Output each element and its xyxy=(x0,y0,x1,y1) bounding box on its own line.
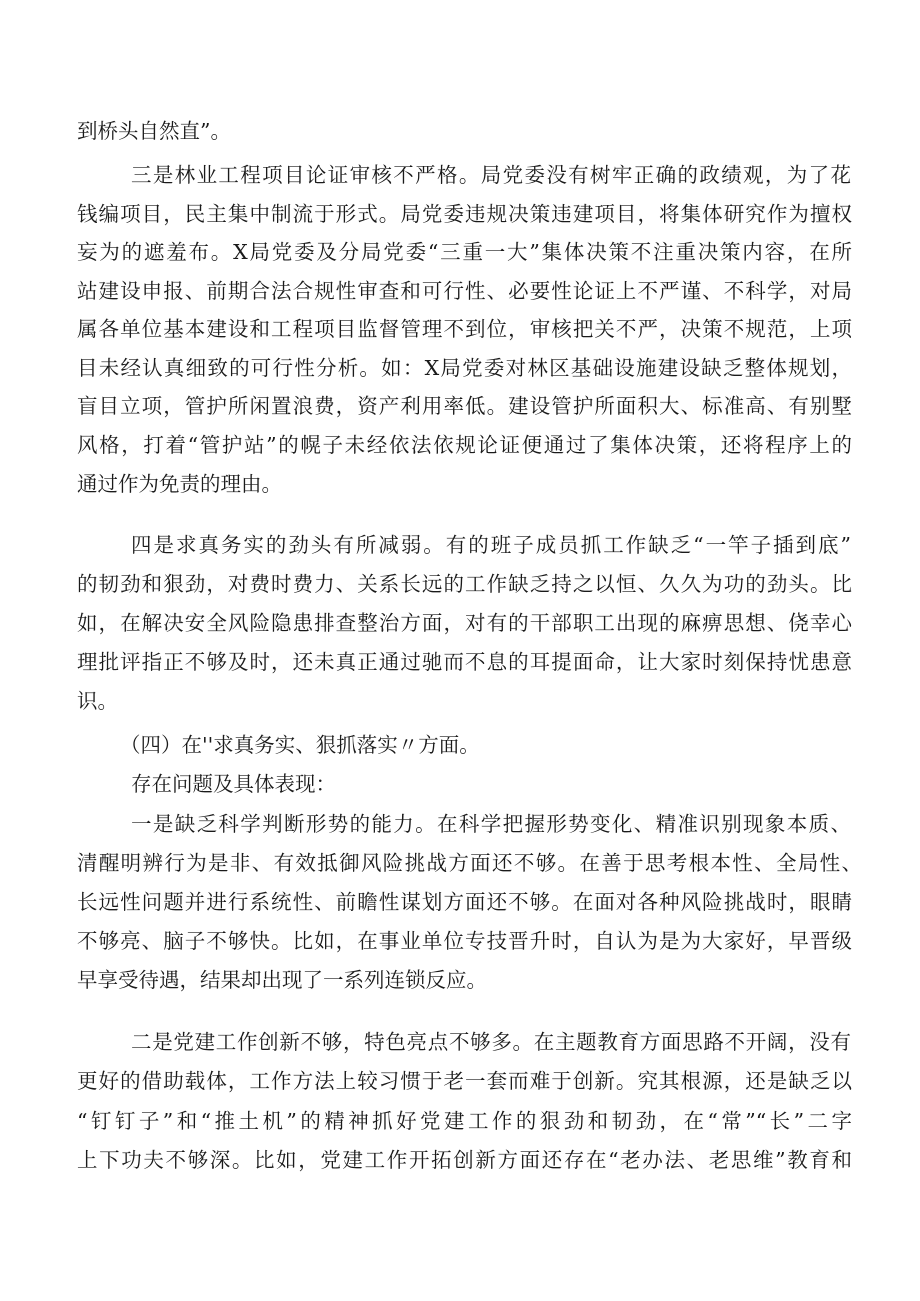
text-line: 四是求真务实的劲头有所减弱。有的班子成员抓工作缺乏“一竿子插到底” xyxy=(131,533,851,557)
text-line: “钉钉子”和“推土机”的精神抓好党建工作的狠劲和韧劲，在“常”“长”二字 xyxy=(77,1109,852,1133)
text-line: 的韧劲和狠劲，对费时费力、关系长远的工作缺乏持之以恒、久久为功的劲头。比 xyxy=(77,572,852,596)
text-line: 理批评指正不够及时，还未真正通过驰而不息的耳提面命，让大家时刻保持忧患意 xyxy=(77,650,852,674)
text-line: 盲目立项，管护所闲置浪费，资产利用率低。建设管护所面积大、标准高、有别墅 xyxy=(77,394,852,418)
text-line: 站建设申报、前期合法合规性审查和可行性、必要性论证上不严谨、不科学，对局 xyxy=(77,279,852,303)
text-line: 一是缺乏科学判断形势的能力。在科学把握形势变化、精准识别现象本质、 xyxy=(131,812,851,836)
text-line: 二是党建工作创新不够，特色亮点不够多。在主题教育方面思路不开阔，没有 xyxy=(131,1030,851,1054)
section-heading: （四）在''求真务实、狠抓落实〃方面。 xyxy=(120,733,480,757)
text-line: 上下功夫不够深。比如，党建工作开拓创新方面还存在“老办法、老思维”教育和 xyxy=(77,1148,852,1172)
text-line: 长远性问题并进行系统性、前瞻性谋划方面还不够。在面对各种风险挑战时，眼睛 xyxy=(77,890,852,914)
text-line: 风格，打着“管护站”的幌子未经依法依规论证便通过了集体决策，还将程序上的 xyxy=(77,433,852,457)
text-line: 如，在解决安全风险隐患排查整治方面，对有的干部职工出现的麻痹思想、侥幸心 xyxy=(77,611,852,635)
text-line: 到桥头自然直”。 xyxy=(77,119,231,143)
text-line: 属各单位基本建设和工程项目监督管理不到位，审核把关不严，决策不规范，上项 xyxy=(77,317,852,341)
text-line: 早享受待遇，结果却出现了一系列连锁反应。 xyxy=(77,968,487,992)
text-line: 妄为的遮羞布。X局党委及分局党委“三重一大”集体决策不注重决策内容，在所 xyxy=(77,240,852,264)
subheading: 存在问题及具体表现： xyxy=(131,772,336,796)
text-line: 钱编项目，民主集中制流于形式。局党委违规决策违建项目，将集体研究作为擅权 xyxy=(77,202,852,226)
text-line: 目未经认真细致的可行性分析。如：X局党委对林区基础设施建设缺乏整体规划， xyxy=(77,356,852,380)
text-line: 三是林业工程项目论证审核不严格。局党委没有树牢正确的政绩观，为了花 xyxy=(131,163,851,187)
text-line: 识。 xyxy=(77,689,118,713)
text-line: 不够亮、脑子不够快。比如，在事业单位专技晋升时，自认为是为大家好，早晋级 xyxy=(77,929,852,953)
text-line: 清醒明辨行为是非、有效抵御风险挑战方面还不够。在善于思考根本性、全局性、 xyxy=(77,851,862,875)
text-line: 更好的借助载体，工作方法上较习惯于老一套而难于创新。究其根源，还是缺乏以 xyxy=(77,1069,852,1093)
text-line: 通过作为免责的理由。 xyxy=(77,472,282,496)
